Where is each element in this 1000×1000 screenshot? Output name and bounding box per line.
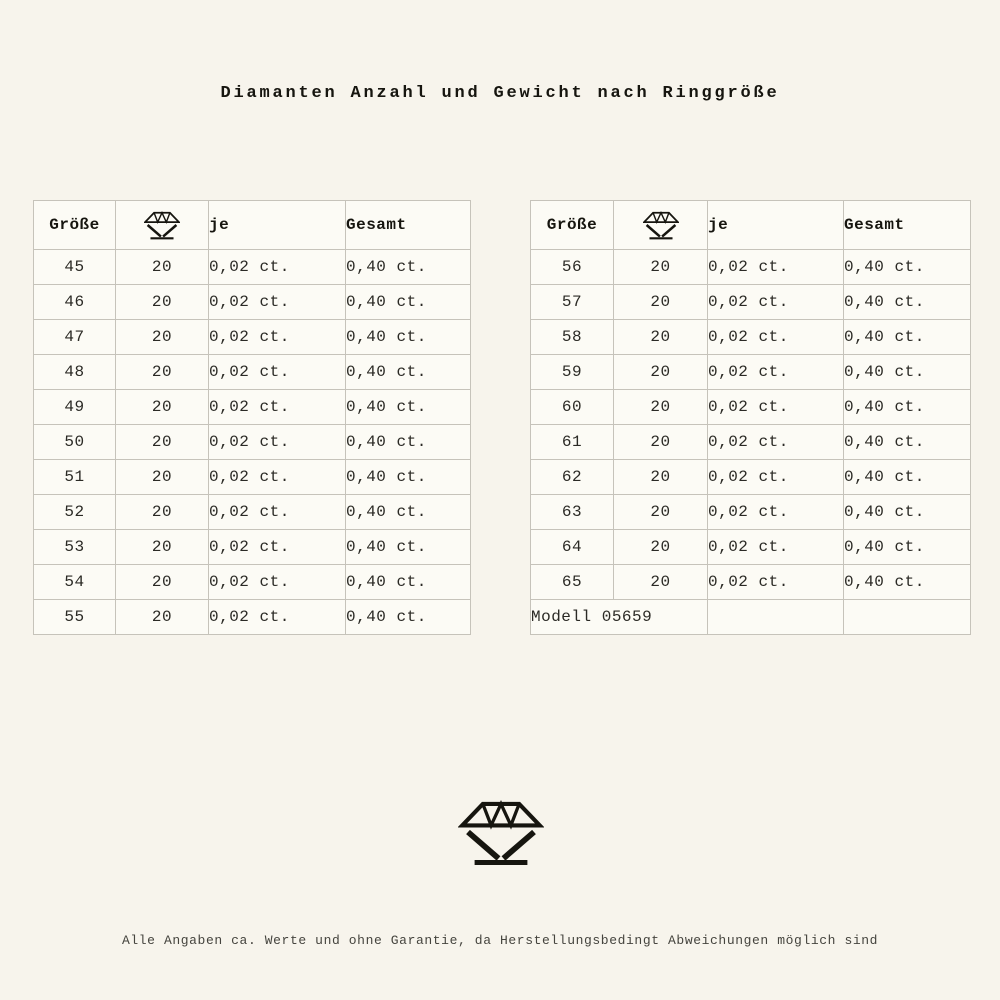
table-row xyxy=(34,250,471,285)
cell-size: 56 xyxy=(531,250,614,285)
table-row xyxy=(531,390,971,425)
cell-weight-each: 0,02 ct. xyxy=(708,285,844,320)
cell-diamond-count: 20 xyxy=(614,495,708,530)
cell-weight-total: 0,40 ct. xyxy=(844,565,971,600)
cell-diamond-count: 20 xyxy=(116,425,209,460)
disclaimer-text: Alle Angaben ca. Werte und ohne Garantie, da Herstellungsbedingt Abweichungen möglich sind xyxy=(121,933,879,948)
diamond-icon xyxy=(458,799,544,865)
cell-diamond-count: 20 xyxy=(116,320,209,355)
cell-weight-total: 0,40 ct. xyxy=(346,425,471,460)
cell-weight-each: 0,02 ct. xyxy=(209,425,346,460)
cell-weight-each: 0,02 ct. xyxy=(708,425,844,460)
cell-weight-total: 0,40 ct. xyxy=(844,530,971,565)
cell-weight-total: 0,40 ct. xyxy=(346,530,471,565)
cell-diamond-count: 20 xyxy=(116,530,209,565)
cell-weight-each: 0,02 ct. xyxy=(708,530,844,565)
column-header-size: Größe xyxy=(34,201,116,250)
table-header-row xyxy=(34,201,471,250)
cell-weight-total: 0,40 ct. xyxy=(844,320,971,355)
column-header-diamond-count xyxy=(116,201,209,250)
table-row xyxy=(34,565,471,600)
cell-weight-total: 0,40 ct. xyxy=(346,250,471,285)
cell-size: 46 xyxy=(34,285,116,320)
cell-size: 58 xyxy=(531,320,614,355)
table-row xyxy=(34,495,471,530)
cell-diamond-count: 20 xyxy=(614,390,708,425)
cell-size: 64 xyxy=(531,530,614,565)
cell-weight-total: 0,40 ct. xyxy=(844,495,971,530)
cell-weight-each: 0,02 ct. xyxy=(209,530,346,565)
cell-size: 52 xyxy=(34,495,116,530)
cell-size: 65 xyxy=(531,565,614,600)
cell-size: 51 xyxy=(34,460,116,495)
cell-weight-total: 0,40 ct. xyxy=(844,390,971,425)
cell-size: 62 xyxy=(531,460,614,495)
column-header-total: Gesamt xyxy=(346,201,471,250)
cell-weight-each: 0,02 ct. xyxy=(708,250,844,285)
cell-size: 48 xyxy=(34,355,116,390)
cell-diamond-count: 20 xyxy=(116,355,209,390)
cell-size: 45 xyxy=(34,250,116,285)
model-row xyxy=(531,600,971,635)
column-header-total: Gesamt xyxy=(844,201,971,250)
table-row xyxy=(531,495,971,530)
cell-weight-total: 0,40 ct. xyxy=(844,285,971,320)
column-header-each: je xyxy=(708,201,844,250)
cell-size: 47 xyxy=(34,320,116,355)
table-row xyxy=(34,390,471,425)
cell-diamond-count: 20 xyxy=(614,250,708,285)
cell-size: 61 xyxy=(531,425,614,460)
cell-weight-each: 0,02 ct. xyxy=(209,355,346,390)
table-row xyxy=(531,285,971,320)
cell-weight-each: 0,02 ct. xyxy=(209,565,346,600)
table-row xyxy=(34,285,471,320)
cell-weight-each: 0,02 ct. xyxy=(708,355,844,390)
cell-weight-total: 0,40 ct. xyxy=(844,250,971,285)
cell-diamond-count: 20 xyxy=(116,250,209,285)
column-header-size: Größe xyxy=(531,201,614,250)
table-row xyxy=(531,565,971,600)
cell-size: 55 xyxy=(34,600,116,635)
diamond-icon xyxy=(144,210,180,240)
column-header-each: je xyxy=(209,201,346,250)
table-row xyxy=(34,460,471,495)
cell-weight-each: 0,02 ct. xyxy=(209,250,346,285)
cell-weight-each: 0,02 ct. xyxy=(209,320,346,355)
cell-weight-total: 0,40 ct. xyxy=(346,460,471,495)
cell-weight-total: 0,40 ct. xyxy=(346,285,471,320)
cell-size: 49 xyxy=(34,390,116,425)
cell-diamond-count: 20 xyxy=(614,530,708,565)
table-header-row xyxy=(531,201,971,250)
cell-weight-total: 0,40 ct. xyxy=(346,355,471,390)
cell-size: 50 xyxy=(34,425,116,460)
cell-diamond-count: 20 xyxy=(116,460,209,495)
cell-weight-total: 0,40 ct. xyxy=(346,320,471,355)
cell-weight-each: 0,02 ct. xyxy=(209,460,346,495)
table-row xyxy=(531,355,971,390)
cell-diamond-count: 20 xyxy=(116,390,209,425)
cell-weight-total: 0,40 ct. xyxy=(844,355,971,390)
cell-weight-each: 0,02 ct. xyxy=(209,495,346,530)
cell-diamond-count: 20 xyxy=(614,320,708,355)
cell-size: 63 xyxy=(531,495,614,530)
ring-size-table-left xyxy=(33,200,471,635)
table-row xyxy=(34,320,471,355)
model-number-label: Modell 05659 xyxy=(531,600,708,635)
empty-cell xyxy=(844,600,971,635)
cell-weight-each: 0,02 ct. xyxy=(708,460,844,495)
table-row xyxy=(531,460,971,495)
ring-size-table-right xyxy=(530,200,971,635)
table-row xyxy=(531,320,971,355)
cell-diamond-count: 20 xyxy=(116,600,209,635)
table-row xyxy=(531,250,971,285)
table-row xyxy=(34,425,471,460)
cell-size: 57 xyxy=(531,285,614,320)
cell-weight-each: 0,02 ct. xyxy=(708,320,844,355)
cell-weight-each: 0,02 ct. xyxy=(708,390,844,425)
cell-weight-total: 0,40 ct. xyxy=(346,600,471,635)
diamond-icon xyxy=(643,210,679,240)
cell-size: 60 xyxy=(531,390,614,425)
cell-weight-each: 0,02 ct. xyxy=(209,600,346,635)
column-header-diamond-count xyxy=(614,201,708,250)
page-title: Diamanten Anzahl und Gewicht nach Ringgröße xyxy=(220,84,780,103)
cell-weight-each: 0,02 ct. xyxy=(209,390,346,425)
cell-diamond-count: 20 xyxy=(116,495,209,530)
cell-size: 54 xyxy=(34,565,116,600)
cell-diamond-count: 20 xyxy=(116,285,209,320)
cell-diamond-count: 20 xyxy=(614,285,708,320)
cell-weight-total: 0,40 ct. xyxy=(346,495,471,530)
table-row xyxy=(34,600,471,635)
cell-diamond-count: 20 xyxy=(614,355,708,390)
cell-weight-each: 0,02 ct. xyxy=(708,565,844,600)
table-row xyxy=(531,530,971,565)
cell-size: 59 xyxy=(531,355,614,390)
cell-diamond-count: 20 xyxy=(614,460,708,495)
cell-weight-total: 0,40 ct. xyxy=(346,390,471,425)
cell-weight-each: 0,02 ct. xyxy=(708,495,844,530)
table-row xyxy=(34,530,471,565)
cell-weight-total: 0,40 ct. xyxy=(844,425,971,460)
cell-diamond-count: 20 xyxy=(614,425,708,460)
table-row xyxy=(34,355,471,390)
cell-weight-total: 0,40 ct. xyxy=(346,565,471,600)
table-row xyxy=(531,425,971,460)
cell-weight-each: 0,02 ct. xyxy=(209,285,346,320)
cell-diamond-count: 20 xyxy=(116,565,209,600)
cell-size: 53 xyxy=(34,530,116,565)
empty-cell xyxy=(708,600,844,635)
cell-weight-total: 0,40 ct. xyxy=(844,460,971,495)
cell-diamond-count: 20 xyxy=(614,565,708,600)
